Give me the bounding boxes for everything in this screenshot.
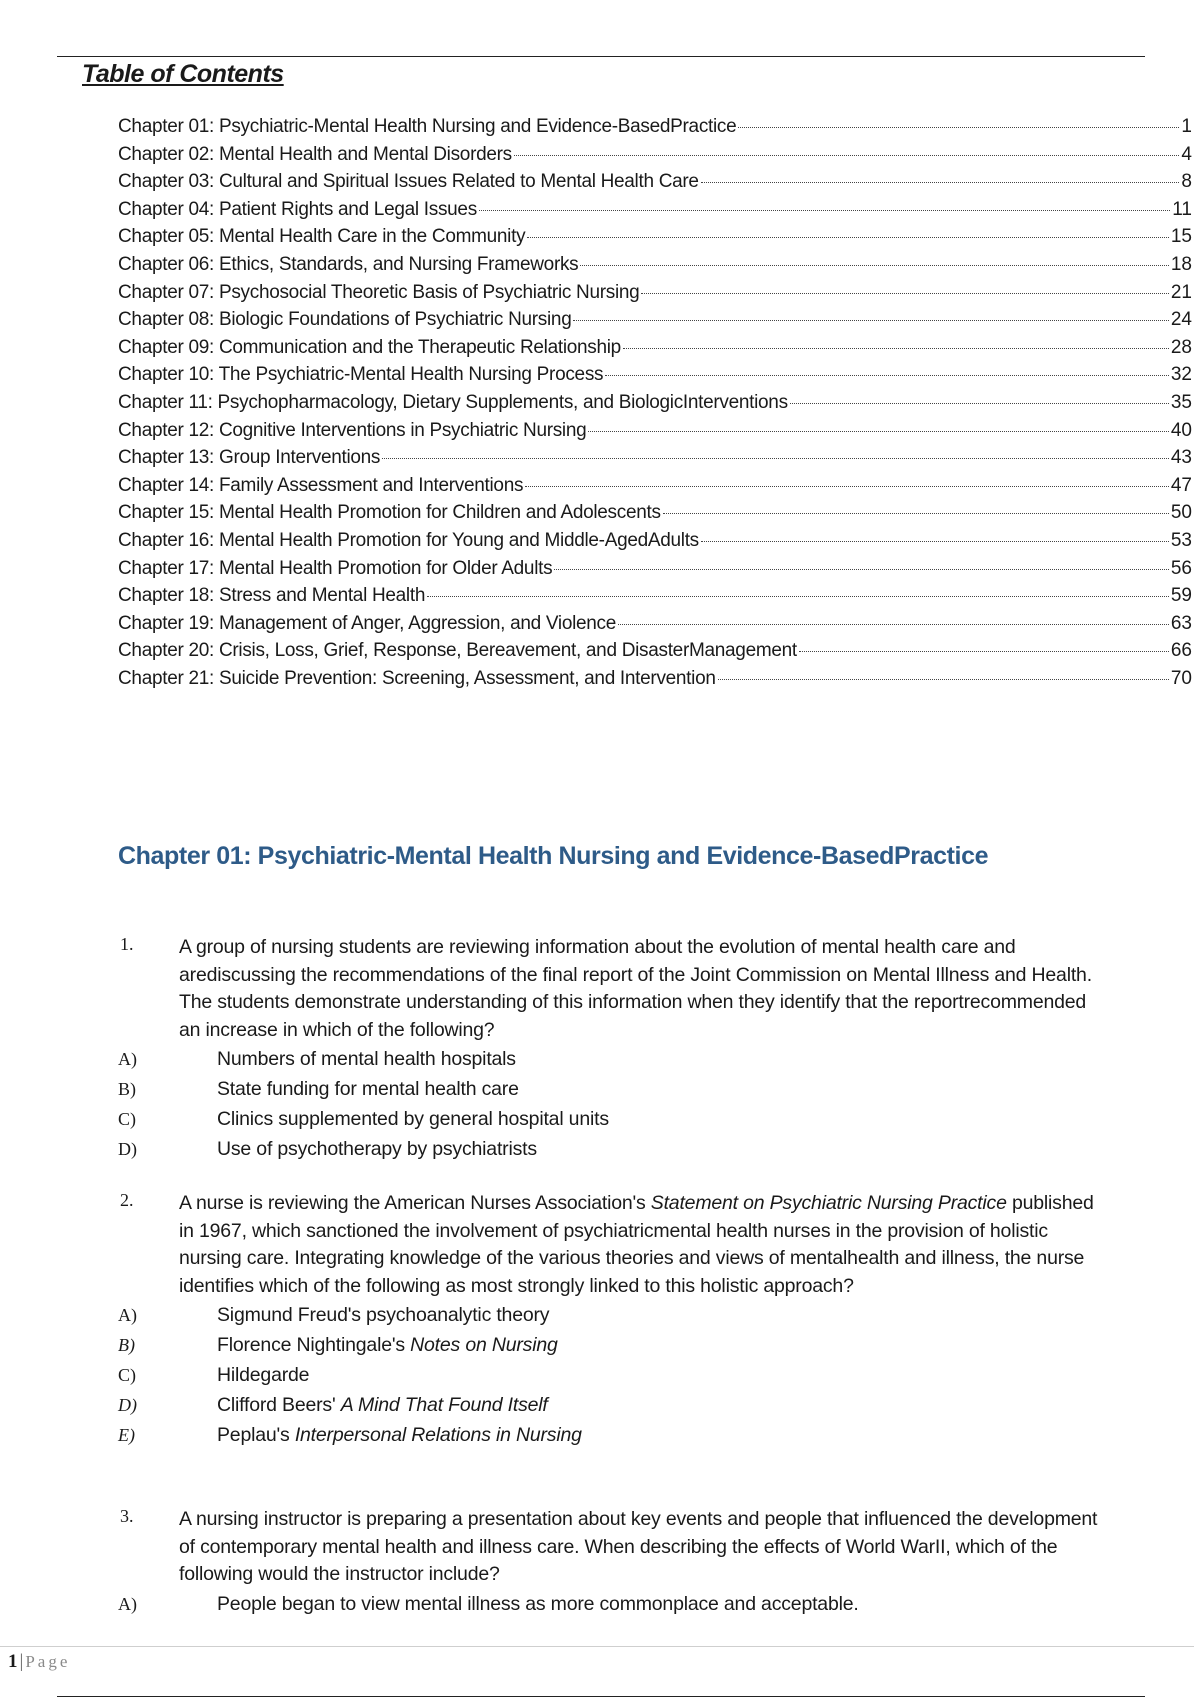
option-letter: B)	[118, 1335, 135, 1356]
toc-entry[interactable]	[118, 475, 1192, 503]
question-stem	[179, 1190, 1109, 1300]
option-letter: E)	[118, 1425, 135, 1446]
toc-entry-title: Chapter 06: Ethics, Standards, and Nursing Frameworks	[118, 253, 579, 275]
option-letter: A)	[118, 1305, 137, 1326]
answer-option[interactable]	[118, 1589, 1118, 1619]
toc-entry-page: 18	[1170, 253, 1192, 275]
toc-entry[interactable]	[118, 530, 1192, 558]
option-letter: D)	[118, 1395, 137, 1416]
toc-leader-dots	[527, 237, 1169, 238]
toc-leader-dots	[799, 651, 1169, 652]
option-text	[217, 1390, 548, 1420]
toc-entry[interactable]	[118, 668, 1192, 696]
toc-entry[interactable]	[118, 585, 1192, 613]
option-text: Sigmund Freud's psychoanalytic theory	[217, 1304, 550, 1327]
toc-entry-page: 70	[1170, 667, 1192, 689]
toc-entry-page: 43	[1170, 447, 1192, 469]
toc-entry-page: 21	[1170, 281, 1192, 303]
question-number: 1.	[120, 934, 134, 954]
publication-title: Interpersonal Relations in Nursing	[294, 1424, 582, 1447]
page-number: 1	[8, 1651, 18, 1672]
toc-entry-page: 1	[1181, 116, 1192, 137]
option-text: Numbers of mental health hospitals	[217, 1048, 516, 1071]
answer-option[interactable]	[118, 1330, 1118, 1360]
toc-entry-title: Chapter 12: Cognitive Interventions in Psychiatric Nursing	[118, 419, 587, 441]
toc-entry-title: Chapter 09: Communication and the Therapeutic Relationship	[118, 336, 621, 358]
answer-option[interactable]	[118, 1104, 1118, 1134]
question-stem-part: published in 1967, which sanctioned the involvement of psychiatricmental health nurses in the provision of holistic nursing care. Integrating knowledge of the various theories and views of mentalhealth and illness, the nurse identifies which of the following as most strongly linked to this holistic approach?	[179, 1192, 1094, 1297]
toc-leader-dots	[623, 348, 1169, 349]
answer-option[interactable]	[118, 1300, 1118, 1330]
option-letter: A)	[118, 1049, 137, 1070]
toc-entry[interactable]	[118, 254, 1192, 282]
option-text: Clinics supplemented by general hospital units	[217, 1108, 609, 1131]
toc-entry-title: Chapter 07: Psychosocial Theoretic Basis of Psychiatric Nursing	[118, 281, 640, 303]
toc-entry-title: Chapter 21: Suicide Prevention: Screening, Assessment, and Intervention	[118, 667, 716, 689]
toc-entry-title: Chapter 13: Group Interventions	[118, 447, 381, 469]
toc-entry[interactable]	[118, 171, 1192, 199]
toc-leader-dots	[479, 210, 1170, 211]
toc-entry-title: Chapter 02: Mental Health and Mental Disorders	[118, 143, 512, 165]
toc-entry-page: 40	[1170, 419, 1192, 441]
toc-entry-page: 11	[1172, 198, 1192, 220]
toc-leader-dots	[525, 486, 1169, 487]
page-footer	[8, 1651, 70, 1673]
publication-title: A Mind That Found Itself	[340, 1394, 548, 1417]
question-number: 2.	[120, 1190, 134, 1210]
toc-leader-dots	[573, 320, 1168, 321]
toc-leader-dots	[790, 403, 1169, 404]
toc-entry-title: Chapter 17: Mental Health Promotion for Older Adults	[118, 557, 553, 579]
question	[118, 1506, 1118, 1619]
question	[118, 934, 1118, 1164]
footer-separator: |	[19, 1651, 24, 1672]
toc-leader-dots	[663, 513, 1169, 514]
toc-entry[interactable]	[118, 420, 1192, 448]
toc-entry-title: Chapter 18: Stress and Mental Health	[118, 585, 426, 607]
question-stem: A group of nursing students are reviewing information about the evolution of mental health care and arediscussing the recommendations of the final report of the Joint Commission on Mental Illness and Health. The students demonstrate understanding of this information when they identify that the reportrecommended an increase in which of the following?	[179, 936, 1092, 1041]
option-text: People began to view mental illness as more commonplace and acceptable.	[217, 1592, 859, 1615]
option-letter: C)	[118, 1365, 136, 1386]
option-letter: B)	[118, 1079, 136, 1100]
toc-entry-page: 35	[1170, 391, 1192, 413]
page-label: Page	[25, 1652, 71, 1671]
toc-entry-page: 66	[1170, 640, 1192, 662]
top-rule	[57, 56, 1145, 57]
toc-entry[interactable]	[118, 613, 1192, 641]
answer-option[interactable]	[118, 1134, 1118, 1164]
toc-entry-title: Chapter 14: Family Assessment and Interventions	[118, 474, 524, 496]
toc-leader-dots	[618, 624, 1169, 625]
option-text: Use of psychotherapy by psychiatrists	[217, 1138, 537, 1161]
toc-entry[interactable]	[118, 144, 1192, 172]
table-of-contents	[118, 116, 1192, 695]
option-text-part: Peplau's	[217, 1424, 295, 1447]
option-letter: A)	[118, 1593, 137, 1614]
toc-entry[interactable]	[118, 364, 1192, 392]
option-text: Hildegarde	[217, 1364, 310, 1387]
toc-leader-dots	[382, 458, 1169, 459]
footer-rule	[0, 1646, 1194, 1647]
toc-entry-page: 50	[1170, 502, 1192, 524]
toc-entry[interactable]	[118, 282, 1192, 310]
toc-entry[interactable]	[118, 502, 1192, 530]
answer-option[interactable]	[118, 1044, 1118, 1074]
toc-entry-page: 8	[1181, 171, 1192, 193]
option-text-part: Clifford Beers'	[217, 1394, 341, 1417]
option-text: State funding for mental health care	[217, 1078, 519, 1101]
publication-title: Statement on Psychiatric Nursing Practice	[650, 1192, 1007, 1214]
toc-entry-title: Chapter 03: Cultural and Spiritual Issues Related to Mental Health Care	[118, 171, 699, 193]
toc-entry-title: Chapter 01: Psychiatric-Mental Health Nursing and Evidence-BasedPractice	[118, 116, 737, 137]
toc-heading: Table of Contents	[82, 60, 284, 88]
toc-entry[interactable]	[118, 558, 1192, 586]
toc-entry[interactable]	[118, 640, 1192, 668]
toc-entry[interactable]	[118, 226, 1192, 254]
question	[118, 1190, 1118, 1450]
option-text	[217, 1420, 582, 1450]
toc-leader-dots	[701, 182, 1180, 183]
toc-leader-dots	[514, 155, 1180, 156]
toc-entry[interactable]	[118, 337, 1192, 365]
toc-entry-title: Chapter 16: Mental Health Promotion for Young and Middle-AgedAdults	[118, 529, 699, 551]
toc-entry-title: Chapter 08: Biologic Foundations of Psychiatric Nursing	[118, 309, 572, 331]
toc-entry-page: 15	[1170, 226, 1192, 248]
option-text-part: Florence Nightingale's	[217, 1334, 411, 1357]
toc-entry[interactable]	[118, 199, 1192, 227]
toc-entry-page: 28	[1170, 336, 1192, 358]
option-letter: C)	[118, 1109, 136, 1130]
question-number: 3.	[120, 1506, 134, 1526]
publication-title: Notes on Nursing	[410, 1334, 558, 1357]
chapter-title: Chapter 01: Psychiatric-Mental Health Nursing and Evidence-BasedPractice	[118, 842, 989, 870]
toc-entry-page: 56	[1170, 557, 1192, 579]
toc-entry-title: Chapter 20: Crisis, Loss, Grief, Response, Bereavement, and DisasterManagement	[118, 640, 797, 662]
toc-entry[interactable]	[118, 309, 1192, 337]
toc-leader-dots	[641, 293, 1168, 294]
toc-entry[interactable]	[118, 447, 1192, 475]
question-stem-part: A nurse is reviewing the American Nurses Association's	[179, 1192, 651, 1214]
toc-entry-title: Chapter 15: Mental Health Promotion for Children and Adolescents	[118, 502, 661, 524]
toc-entry[interactable]	[118, 392, 1192, 420]
toc-entry-page: 53	[1170, 529, 1192, 551]
answer-option[interactable]	[118, 1390, 1118, 1420]
toc-entry-title: Chapter 19: Management of Anger, Aggression, and Violence	[118, 612, 617, 634]
answer-option[interactable]	[118, 1420, 1118, 1450]
question-stem: A nursing instructor is preparing a presentation about key events and people that influenced the development of contemporary mental health and illness care. When describing the effects of World WarII, which of the following would the instructor include?	[179, 1508, 1098, 1586]
option-text	[217, 1330, 558, 1360]
option-letter: D)	[118, 1139, 137, 1160]
toc-leader-dots	[718, 679, 1169, 680]
toc-leader-dots	[554, 569, 1169, 570]
toc-leader-dots	[588, 431, 1168, 432]
toc-leader-dots	[605, 375, 1169, 376]
toc-entry[interactable]	[118, 116, 1192, 144]
toc-leader-dots	[580, 265, 1168, 266]
toc-entry-page: 47	[1170, 474, 1192, 496]
toc-entry-title: Chapter 10: The Psychiatric-Mental Health Nursing Process	[118, 364, 604, 386]
bottom-rule	[57, 1696, 1145, 1697]
toc-entry-title: Chapter 11: Psychopharmacology, Dietary Supplements, and BiologicInterventions	[118, 391, 788, 413]
answer-option[interactable]	[118, 1074, 1118, 1104]
toc-entry-title: Chapter 05: Mental Health Care in the Community	[118, 226, 526, 248]
toc-entry-page: 32	[1170, 364, 1192, 386]
toc-entry-page: 63	[1170, 612, 1192, 634]
toc-entry-page: 24	[1170, 309, 1192, 331]
answer-option[interactable]	[118, 1360, 1118, 1390]
toc-leader-dots	[427, 596, 1169, 597]
toc-leader-dots	[738, 127, 1179, 128]
toc-entry-title: Chapter 04: Patient Rights and Legal Issues	[118, 198, 477, 220]
toc-leader-dots	[701, 541, 1169, 542]
toc-entry-page: 4	[1181, 143, 1192, 165]
toc-entry-page: 59	[1170, 585, 1192, 607]
